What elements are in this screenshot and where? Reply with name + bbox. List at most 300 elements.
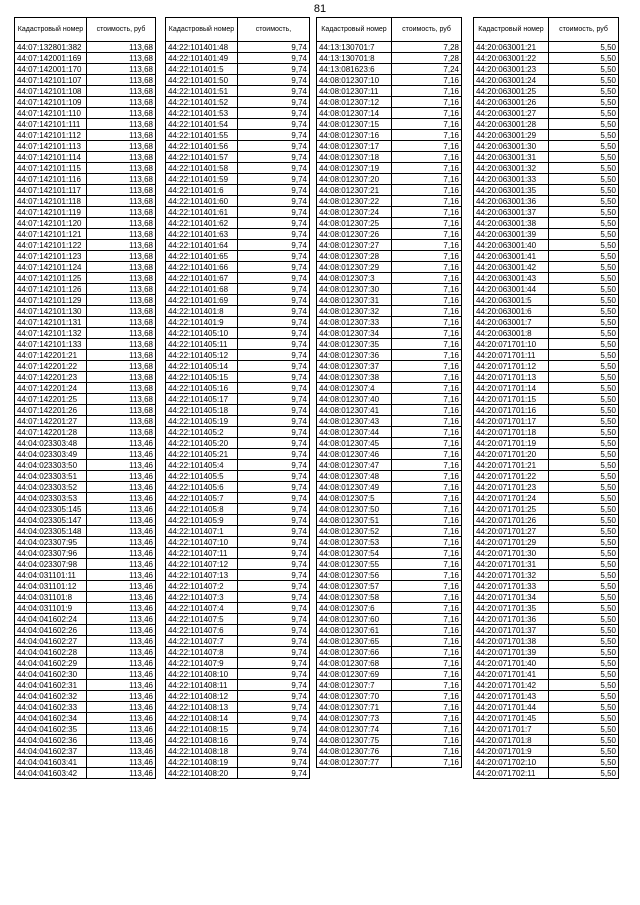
table-row <box>15 482 156 493</box>
table-row <box>474 185 619 196</box>
table-row <box>15 581 156 592</box>
cost-cell: 113,68 <box>87 141 156 152</box>
table-row <box>317 405 462 416</box>
cadastral-table-1 <box>14 17 156 779</box>
table-row <box>166 185 310 196</box>
cost-cell: 9,74 <box>238 724 310 735</box>
cadastral-number-cell: 44:08:012307:3 <box>317 273 392 284</box>
cadastral-number-cell: 44:22:101401:55 <box>166 130 238 141</box>
table-row <box>15 724 156 735</box>
cadastral-number-cell: 44:20:071702:11 <box>474 768 549 779</box>
cadastral-number-cell: 44:07:142201:26 <box>15 405 87 416</box>
cadastral-number-cell: 44:20:063001:24 <box>474 75 549 86</box>
cost-cell: 5,50 <box>549 724 619 735</box>
cost-cell: 9,74 <box>238 658 310 669</box>
cadastral-number-cell: 44:20:071701:25 <box>474 504 549 515</box>
cost-cell: 9,74 <box>238 427 310 438</box>
cadastral-number-cell: 44:08:012307:25 <box>317 218 392 229</box>
cadastral-number-cell: 44:20:063001:40 <box>474 240 549 251</box>
cadastral-number-cell: 44:07:142101:120 <box>15 218 87 229</box>
cadastral-number-cell: 44:08:012307:43 <box>317 416 392 427</box>
table-row <box>15 614 156 625</box>
cost-cell: 7,16 <box>392 680 462 691</box>
cost-cell: 9,74 <box>238 262 310 273</box>
cost-cell: 113,68 <box>87 207 156 218</box>
cost-cell: 5,50 <box>549 614 619 625</box>
cadastral-number-cell: 44:08:012307:41 <box>317 405 392 416</box>
cadastral-number-cell: 44:22:101405:19 <box>166 416 238 427</box>
cost-cell: 5,50 <box>549 658 619 669</box>
cost-cell: 7,16 <box>392 548 462 559</box>
cost-cell: 9,74 <box>238 526 310 537</box>
cost-cell: 7,16 <box>392 603 462 614</box>
cadastral-number-cell: 44:08:012307:46 <box>317 449 392 460</box>
cost-cell: 5,50 <box>549 306 619 317</box>
table-row <box>166 119 310 130</box>
cadastral-number-cell: 44:22:101401:57 <box>166 152 238 163</box>
table-row <box>474 163 619 174</box>
table-row <box>474 493 619 504</box>
cadastral-number-cell: 44:04:041602:26 <box>15 625 87 636</box>
cost-cell: 9,74 <box>238 515 310 526</box>
table-row <box>166 350 310 361</box>
cadastral-number-cell: 44:22:101407:9 <box>166 658 238 669</box>
cadastral-number-cell: 44:07:142101:115 <box>15 163 87 174</box>
cost-cell: 7,16 <box>392 372 462 383</box>
cost-cell: 7,16 <box>392 526 462 537</box>
cost-cell: 9,74 <box>238 504 310 515</box>
table-row <box>474 64 619 75</box>
table-row <box>317 218 462 229</box>
table-row <box>166 218 310 229</box>
cadastral-number-cell: 44:08:012307:5 <box>317 493 392 504</box>
table-row <box>166 196 310 207</box>
cost-cell: 9,74 <box>238 328 310 339</box>
cadastral-number-cell: 44:07:142201:23 <box>15 372 87 383</box>
table-row <box>15 86 156 97</box>
cadastral-number-cell: 44:20:063001:22 <box>474 53 549 64</box>
cadastral-number-cell: 44:04:023303:51 <box>15 471 87 482</box>
cost-cell: 7,16 <box>392 438 462 449</box>
table-row <box>317 680 462 691</box>
table-row <box>474 42 619 53</box>
cadastral-number-cell: 44:08:012307:31 <box>317 295 392 306</box>
cost-cell: 5,50 <box>549 350 619 361</box>
table-row <box>474 570 619 581</box>
cadastral-number-cell: 44:22:101407:2 <box>166 581 238 592</box>
cadastral-number-cell: 44:22:101401:48 <box>166 42 238 53</box>
cadastral-number-cell: 44:07:142101:124 <box>15 262 87 273</box>
cost-cell: 7,28 <box>392 53 462 64</box>
cost-cell: 9,74 <box>238 713 310 724</box>
table-row <box>15 493 156 504</box>
table-row <box>166 570 310 581</box>
cost-cell: 9,74 <box>238 537 310 548</box>
cadastral-number-cell: 44:20:063001:26 <box>474 97 549 108</box>
table-row <box>166 416 310 427</box>
cost-cell: 113,46 <box>87 691 156 702</box>
table-row <box>166 735 310 746</box>
table-row <box>474 603 619 614</box>
cadastral-number-cell: 44:08:012307:35 <box>317 339 392 350</box>
table-header-row <box>15 18 156 42</box>
table-row <box>166 174 310 185</box>
table-row <box>317 86 462 97</box>
cadastral-number-cell: 44:22:101408:15 <box>166 724 238 735</box>
cost-cell: 7,16 <box>392 361 462 372</box>
table-row <box>166 669 310 680</box>
cadastral-number-cell: 44:04:023307:96 <box>15 548 87 559</box>
table-row <box>474 559 619 570</box>
cadastral-number-cell: 44:08:012307:52 <box>317 526 392 537</box>
cost-cell: 113,68 <box>87 328 156 339</box>
cadastral-number-cell: 44:08:012307:47 <box>317 460 392 471</box>
cadastral-number-cell: 44:04:023305:148 <box>15 526 87 537</box>
cadastral-number-cell: 44:20:071701:8 <box>474 735 549 746</box>
cadastral-number-cell: 44:08:012307:4 <box>317 383 392 394</box>
cost-cell: 113,46 <box>87 460 156 471</box>
cost-cell: 9,74 <box>238 64 310 75</box>
cadastral-number-cell: 44:20:071702:10 <box>474 757 549 768</box>
cadastral-number-cell: 44:04:041602:32 <box>15 691 87 702</box>
table-row <box>15 174 156 185</box>
cadastral-number-cell: 44:22:101408:13 <box>166 702 238 713</box>
cost-cell: 113,46 <box>87 592 156 603</box>
table-row <box>474 240 619 251</box>
cadastral-number-cell: 44:07:142101:122 <box>15 240 87 251</box>
table-row <box>474 174 619 185</box>
table-row <box>166 471 310 482</box>
cadastral-number-cell: 44:08:012307:66 <box>317 647 392 658</box>
cost-cell: 9,74 <box>238 284 310 295</box>
cadastral-number-cell: 44:22:101401:62 <box>166 218 238 229</box>
cadastral-number-cell: 44:20:063001:7 <box>474 317 549 328</box>
cost-cell: 9,74 <box>238 460 310 471</box>
cadastral-number-cell: 44:22:101407:4 <box>166 603 238 614</box>
cadastral-number-cell: 44:08:012307:74 <box>317 724 392 735</box>
cost-cell: 7,16 <box>392 416 462 427</box>
table-row <box>317 724 462 735</box>
cost-cell: 113,46 <box>87 658 156 669</box>
cadastral-number-cell: 44:22:101401:6 <box>166 185 238 196</box>
table-row <box>474 460 619 471</box>
cadastral-number-cell: 44:08:012307:73 <box>317 713 392 724</box>
table-row <box>166 658 310 669</box>
table-row <box>474 75 619 86</box>
table-row <box>15 130 156 141</box>
table-row <box>15 394 156 405</box>
table-row <box>166 603 310 614</box>
cadastral-number-cell: 44:07:142101:117 <box>15 185 87 196</box>
table-row <box>474 636 619 647</box>
table-row <box>15 691 156 702</box>
cadastral-number-cell: 44:08:012307:77 <box>317 757 392 768</box>
cost-cell: 113,68 <box>87 273 156 284</box>
table-row <box>15 735 156 746</box>
table-row <box>317 306 462 317</box>
cost-cell: 113,68 <box>87 284 156 295</box>
cadastral-number-cell: 44:20:063001:30 <box>474 141 549 152</box>
cost-cell: 9,74 <box>238 251 310 262</box>
table-row <box>166 493 310 504</box>
cost-cell: 5,50 <box>549 570 619 581</box>
table-row <box>166 328 310 339</box>
cadastral-number-cell: 44:08:012307:6 <box>317 603 392 614</box>
table-row <box>15 64 156 75</box>
table-row <box>317 592 462 603</box>
cadastral-number-cell: 44:20:063001:8 <box>474 328 549 339</box>
cadastral-number-cell: 44:22:101401:66 <box>166 262 238 273</box>
table-row <box>317 713 462 724</box>
cost-cell: 7,16 <box>392 482 462 493</box>
cost-cell: 5,50 <box>549 53 619 64</box>
table-row <box>166 53 310 64</box>
cost-cell: 5,50 <box>549 141 619 152</box>
cadastral-number-cell: 44:07:142001:169 <box>15 53 87 64</box>
table-row <box>474 262 619 273</box>
cadastral-number-cell: 44:08:012307:24 <box>317 207 392 218</box>
cost-cell: 9,74 <box>238 317 310 328</box>
cadastral-number-cell: 44:22:101405:9 <box>166 515 238 526</box>
cadastral-number-cell: 44:07:142101:111 <box>15 119 87 130</box>
table-row <box>474 647 619 658</box>
cost-cell: 113,68 <box>87 86 156 97</box>
table-row <box>15 119 156 130</box>
cost-cell: 113,68 <box>87 42 156 53</box>
cadastral-number-cell: 44:08:012307:28 <box>317 251 392 262</box>
cost-cell: 5,50 <box>549 746 619 757</box>
table-row <box>474 229 619 240</box>
table-row <box>15 97 156 108</box>
table-row <box>317 471 462 482</box>
cost-cell: 9,74 <box>238 735 310 746</box>
table-row <box>317 394 462 405</box>
cadastral-number-cell: 44:22:101401:68 <box>166 284 238 295</box>
cadastral-number-cell: 44:20:071701:13 <box>474 372 549 383</box>
table-row <box>166 284 310 295</box>
table-row <box>317 647 462 658</box>
table-row <box>317 427 462 438</box>
table-row <box>317 108 462 119</box>
table-row <box>166 394 310 405</box>
table-row <box>166 108 310 119</box>
cost-cell: 7,16 <box>392 75 462 86</box>
table-row <box>166 581 310 592</box>
table-row <box>317 339 462 350</box>
cadastral-number-cell: 44:07:142101:113 <box>15 141 87 152</box>
table-row <box>474 691 619 702</box>
cost-cell: 7,16 <box>392 185 462 196</box>
cadastral-number-cell: 44:22:101405:10 <box>166 328 238 339</box>
cadastral-number-cell: 44:22:101401:51 <box>166 86 238 97</box>
cost-cell: 9,74 <box>238 702 310 713</box>
cadastral-number-cell: 44:08:012307:15 <box>317 119 392 130</box>
cost-cell: 113,68 <box>87 295 156 306</box>
cost-cell: 5,50 <box>549 537 619 548</box>
cost-cell: 113,68 <box>87 196 156 207</box>
table-row <box>474 394 619 405</box>
cadastral-number-cell: 44:22:101401:69 <box>166 295 238 306</box>
cadastral-number-cell: 44:08:012307:30 <box>317 284 392 295</box>
cadastral-number-cell: 44:08:012307:56 <box>317 570 392 581</box>
cost-cell: 113,46 <box>87 768 156 779</box>
table-row <box>474 284 619 295</box>
cadastral-number-cell: 44:22:101408:20 <box>166 768 238 779</box>
cost-cell: 113,68 <box>87 163 156 174</box>
cost-cell: 5,50 <box>549 295 619 306</box>
table-row <box>317 251 462 262</box>
cadastral-number-cell: 44:07:142201:28 <box>15 427 87 438</box>
table-row <box>15 295 156 306</box>
table-row <box>15 680 156 691</box>
cost-cell: 113,68 <box>87 240 156 251</box>
cadastral-number-cell: 44:07:142101:114 <box>15 152 87 163</box>
cadastral-number-cell: 44:04:023307:95 <box>15 537 87 548</box>
column-header-cost: стоимость, руб <box>392 18 462 42</box>
table-row <box>15 196 156 207</box>
cadastral-number-cell: 44:04:041602:27 <box>15 636 87 647</box>
cadastral-number-cell: 44:04:023307:98 <box>15 559 87 570</box>
cost-cell: 113,46 <box>87 482 156 493</box>
cost-cell: 113,68 <box>87 361 156 372</box>
table-row <box>317 53 462 64</box>
cadastral-number-cell: 44:07:142201:21 <box>15 350 87 361</box>
table-row <box>474 658 619 669</box>
cadastral-number-cell: 44:20:071701:26 <box>474 515 549 526</box>
cost-cell: 9,74 <box>238 603 310 614</box>
cost-cell: 5,50 <box>549 273 619 284</box>
table-row <box>166 339 310 350</box>
cadastral-number-cell: 44:22:101405:2 <box>166 427 238 438</box>
table-row <box>166 702 310 713</box>
cadastral-number-cell: 44:13:130701:7 <box>317 42 392 53</box>
cadastral-number-cell: 44:08:012307:37 <box>317 361 392 372</box>
cadastral-number-cell: 44:22:101407:12 <box>166 559 238 570</box>
cadastral-number-cell: 44:04:041603:42 <box>15 768 87 779</box>
table-row <box>15 548 156 559</box>
cost-cell: 5,50 <box>549 152 619 163</box>
table-row <box>317 163 462 174</box>
table-row <box>15 262 156 273</box>
cost-cell: 7,16 <box>392 229 462 240</box>
cadastral-number-cell: 44:22:101405:6 <box>166 482 238 493</box>
cost-cell: 7,16 <box>392 350 462 361</box>
cost-cell: 7,16 <box>392 317 462 328</box>
cadastral-number-cell: 44:08:012307:40 <box>317 394 392 405</box>
table-row <box>474 526 619 537</box>
cost-cell: 7,16 <box>392 581 462 592</box>
table-row <box>474 306 619 317</box>
cost-cell: 7,16 <box>392 383 462 394</box>
cost-cell: 7,16 <box>392 163 462 174</box>
cost-cell: 7,16 <box>392 493 462 504</box>
cost-cell: 113,68 <box>87 229 156 240</box>
cadastral-number-cell: 44:04:041602:24 <box>15 614 87 625</box>
cost-cell: 9,74 <box>238 86 310 97</box>
table-row <box>166 141 310 152</box>
cadastral-number-cell: 44:20:071701:19 <box>474 438 549 449</box>
cost-cell: 113,46 <box>87 570 156 581</box>
table-row <box>317 229 462 240</box>
table-row <box>166 526 310 537</box>
cadastral-number-cell: 44:08:012307:60 <box>317 614 392 625</box>
table-row <box>317 482 462 493</box>
cadastral-number-cell: 44:22:101401:58 <box>166 163 238 174</box>
table-row <box>15 537 156 548</box>
table-row <box>317 97 462 108</box>
table-row <box>15 570 156 581</box>
cadastral-number-cell: 44:22:101401:5 <box>166 64 238 75</box>
cadastral-number-cell: 44:22:101407:1 <box>166 526 238 537</box>
table-row <box>474 350 619 361</box>
cadastral-number-cell: 44:22:101405:20 <box>166 438 238 449</box>
cost-cell: 5,50 <box>549 75 619 86</box>
cadastral-number-cell: 44:20:063001:44 <box>474 284 549 295</box>
cost-cell: 113,46 <box>87 603 156 614</box>
table-row <box>474 141 619 152</box>
cadastral-number-cell: 44:08:012307:70 <box>317 691 392 702</box>
table-header-row <box>474 18 619 42</box>
cost-cell: 5,50 <box>549 240 619 251</box>
cost-cell: 9,74 <box>238 163 310 174</box>
cost-cell: 9,74 <box>238 757 310 768</box>
table-row <box>15 526 156 537</box>
cadastral-number-cell: 44:20:071701:31 <box>474 559 549 570</box>
cadastral-number-cell: 44:08:012307:33 <box>317 317 392 328</box>
cadastral-number-cell: 44:08:012307:20 <box>317 174 392 185</box>
table-row <box>15 152 156 163</box>
table-row <box>474 372 619 383</box>
table-row <box>166 240 310 251</box>
table-row <box>15 372 156 383</box>
cadastral-number-cell: 44:20:063001:33 <box>474 174 549 185</box>
column-header-cadastral-number: Кадастровый номер <box>15 18 87 42</box>
cadastral-number-cell: 44:20:071701:15 <box>474 394 549 405</box>
table-row <box>166 405 310 416</box>
table-row <box>166 625 310 636</box>
cadastral-number-cell: 44:20:063001:23 <box>474 64 549 75</box>
table-row <box>317 746 462 757</box>
table-row <box>15 416 156 427</box>
table-row <box>317 196 462 207</box>
cadastral-table-4 <box>473 17 619 779</box>
table-row <box>317 438 462 449</box>
cost-cell: 5,50 <box>549 86 619 97</box>
cost-cell: 7,16 <box>392 295 462 306</box>
cost-cell: 7,16 <box>392 636 462 647</box>
cadastral-number-cell: 44:07:142101:116 <box>15 174 87 185</box>
table-row <box>15 515 156 526</box>
cost-cell: 113,46 <box>87 515 156 526</box>
cadastral-number-cell: 44:07:142101:112 <box>15 130 87 141</box>
table-row <box>166 152 310 163</box>
cost-cell: 5,50 <box>549 284 619 295</box>
table-row <box>474 592 619 603</box>
cadastral-number-cell: 44:22:101405:8 <box>166 504 238 515</box>
cadastral-number-cell: 44:20:071701:21 <box>474 460 549 471</box>
table-row <box>317 64 462 75</box>
cadastral-number-cell: 44:07:142101:119 <box>15 207 87 218</box>
cost-cell: 9,74 <box>238 42 310 53</box>
table-row <box>317 262 462 273</box>
table-row <box>166 229 310 240</box>
cadastral-number-cell: 44:04:031101:9 <box>15 603 87 614</box>
cadastral-number-cell: 44:04:041603:41 <box>15 757 87 768</box>
table-row <box>166 427 310 438</box>
table-row <box>166 75 310 86</box>
table-row <box>15 702 156 713</box>
cadastral-number-cell: 44:08:012307:16 <box>317 130 392 141</box>
